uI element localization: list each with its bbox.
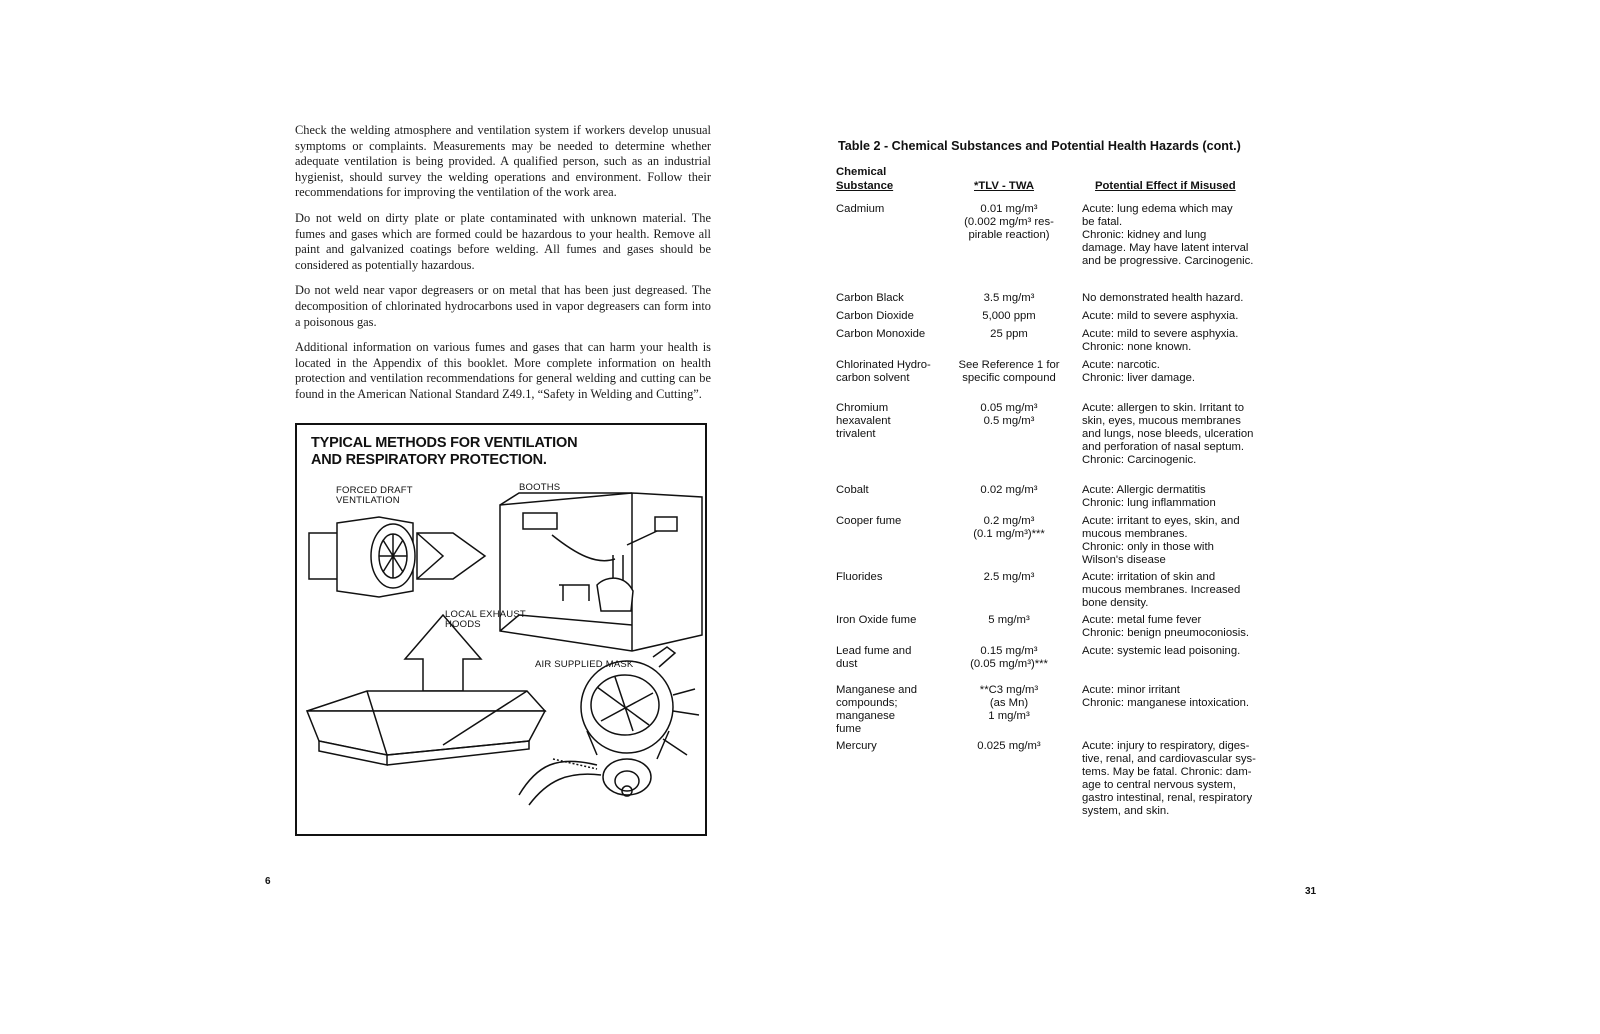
label-local-exhaust: LOCAL EXHAUST HOODS [445,609,526,630]
cell-tlv: 0.05 mg/m³ 0.5 mg/m³ [980,402,1038,427]
ventilation-figure [295,423,707,836]
cell-effect: Acute: mild to severe asphyxia. [1082,310,1239,322]
cell-substance: Chlorinated Hydro- carbon solvent [836,359,931,384]
cell-substance: Manganese and compounds; manganese fume [836,684,918,735]
label-booths: BOOTHS [519,482,561,493]
left-page [0,0,790,1034]
cell-substance: Iron Oxide fume [836,614,917,626]
air-supplied-mask-drawing [519,647,699,805]
cell-substance: Lead fume and dust [836,645,912,670]
cell-tlv: 3.5 mg/m³ [983,292,1035,304]
cell-substance: Carbon Black [836,292,904,304]
cell-substance: Chromium hexavalent trivalent [836,402,891,440]
cell-tlv: 0.02 mg/m³ [980,484,1038,496]
cell-tlv: 5,000 ppm [982,310,1036,322]
cell-tlv: See Reference 1 for specific compound [958,359,1060,384]
cell-substance: Carbon Monoxide [836,328,926,340]
cell-substance: Mercury [836,740,877,752]
cell-substance: Cadmium [836,203,885,215]
cell-effect: Acute: narcotic. Chronic: liver damage. [1082,359,1196,384]
cell-tlv: 2.5 mg/m³ [983,571,1035,583]
cell-tlv: 0.15 mg/m³ (0.05 mg/m³)*** [970,645,1048,670]
cell-effect: Acute: metal fume fever Chronic: benign pneumoconiosis. [1082,614,1250,639]
cell-effect: Acute: mild to severe asphyxia. Chronic: none known. [1082,328,1239,353]
cell-tlv: **C3 mg/m³ (as Mn) 1 mg/m³ [979,684,1039,722]
cell-effect: Acute: minor irritant Chronic: manganese intoxication. [1082,684,1250,709]
cell-substance: Carbon Dioxide [836,310,914,322]
cell-effect: Acute: irritant to eyes, skin, and mucous membranes. Chronic: only in those with Wilson's disease [1082,515,1240,566]
page-number-left: 6 [265,876,271,887]
cell-effect: Acute: allergen to skin. Irritant to skin, eyes, mucous membranes and lungs, nose bleeds, ulceration and perforation of nasal septum. Chronic: Carcinogenic. [1082,402,1254,466]
cell-effect: No demonstrated health hazard. [1082,292,1244,304]
cell-effect: Acute: lung edema which may be fatal. Chronic: kidney and lung damage. May have latent interval and be progressive. Carcinogenic. [1082,203,1254,267]
table-title: Table 2 - Chemical Substances and Potential Health Hazards (cont.) [838,139,1241,153]
cell-tlv: 0.01 mg/m³ (0.002 mg/m³ res- pirable reaction) [964,203,1054,241]
cell-effect: Acute: irritation of skin and mucous membranes. Increased bone density. [1082,571,1241,609]
page-number-right: 31 [1305,886,1317,897]
paragraph-degreasers: Do not weld near vapor degreasers or on metal that has been just degreased. The decomposition of chlorinated hydrocarbons used in vapor degreasers can form into a poisonous gas. [295,283,711,329]
cell-substance: Fluorides [836,571,883,583]
cell-tlv: 5 mg/m³ [988,614,1030,626]
header-effect: Potential Effect if Misused [1095,180,1236,192]
forced-draft-fan-drawing [309,517,485,597]
cell-substance: Cobalt [836,484,869,496]
header-substance: Chemical Substance [836,166,894,192]
cell-substance: Cooper fume [836,515,902,527]
right-page [790,0,1600,1034]
cell-tlv: 25 ppm [990,328,1028,340]
label-forced-draft: FORCED DRAFT VENTILATION [336,485,413,506]
cell-tlv: 0.025 mg/m³ [977,740,1041,752]
cell-effect: Acute: systemic lead poisoning. [1082,645,1241,657]
label-air-mask: AIR SUPPLIED MASK [535,659,634,670]
cell-effect: Acute: Allergic dermatitis Chronic: lung inflammation [1082,484,1216,509]
booth-drawing [500,493,702,651]
paragraph-ventilation-check: Check the welding atmosphere and ventilation system if workers develop unusual symptoms or complaints. Measurements may be needed to determine whether adequate ventilation is being provided. A qualified person, such as an industrial hygienist, should survey the welding operations and environment. Follow their recommendations for improving the ventilation of the work area. [295,123,711,200]
local-exhaust-hood-drawing [307,615,545,765]
cell-tlv: 0.2 mg/m³ (0.1 mg/m³)*** [973,515,1045,540]
paragraph-additional-info: Additional information on various fumes and gases that can harm your health is located in the Appendix of this booklet. More complete information on health protection and ventilation recommendations for general welding and cutting can be found in the American National Standard Z49.1, “Safety in Welding and Cutting”. [295,340,711,401]
body-text [295,123,711,413]
cell-effect: Acute: injury to respiratory, diges- tive, renal, and cardiovascular sys- tems. May be fatal. Chronic: dam- age to central nervous system, gastro intestinal, renal, respiratory system, and skin. [1082,740,1256,817]
header-tlv: *TLV - TWA [974,180,1035,192]
figure-title: TYPICAL METHODS FOR VENTILATION AND RESPIRATORY PROTECTION. [311,435,578,468]
paragraph-dirty-plate: Do not weld on dirty plate or plate contaminated with unknown material. The fumes and gases which are formed could be hazardous to your health. Remove all paint and galvanized coatings before welding. All fumes and gases should be considered as potentially hazardous. [295,210,711,272]
